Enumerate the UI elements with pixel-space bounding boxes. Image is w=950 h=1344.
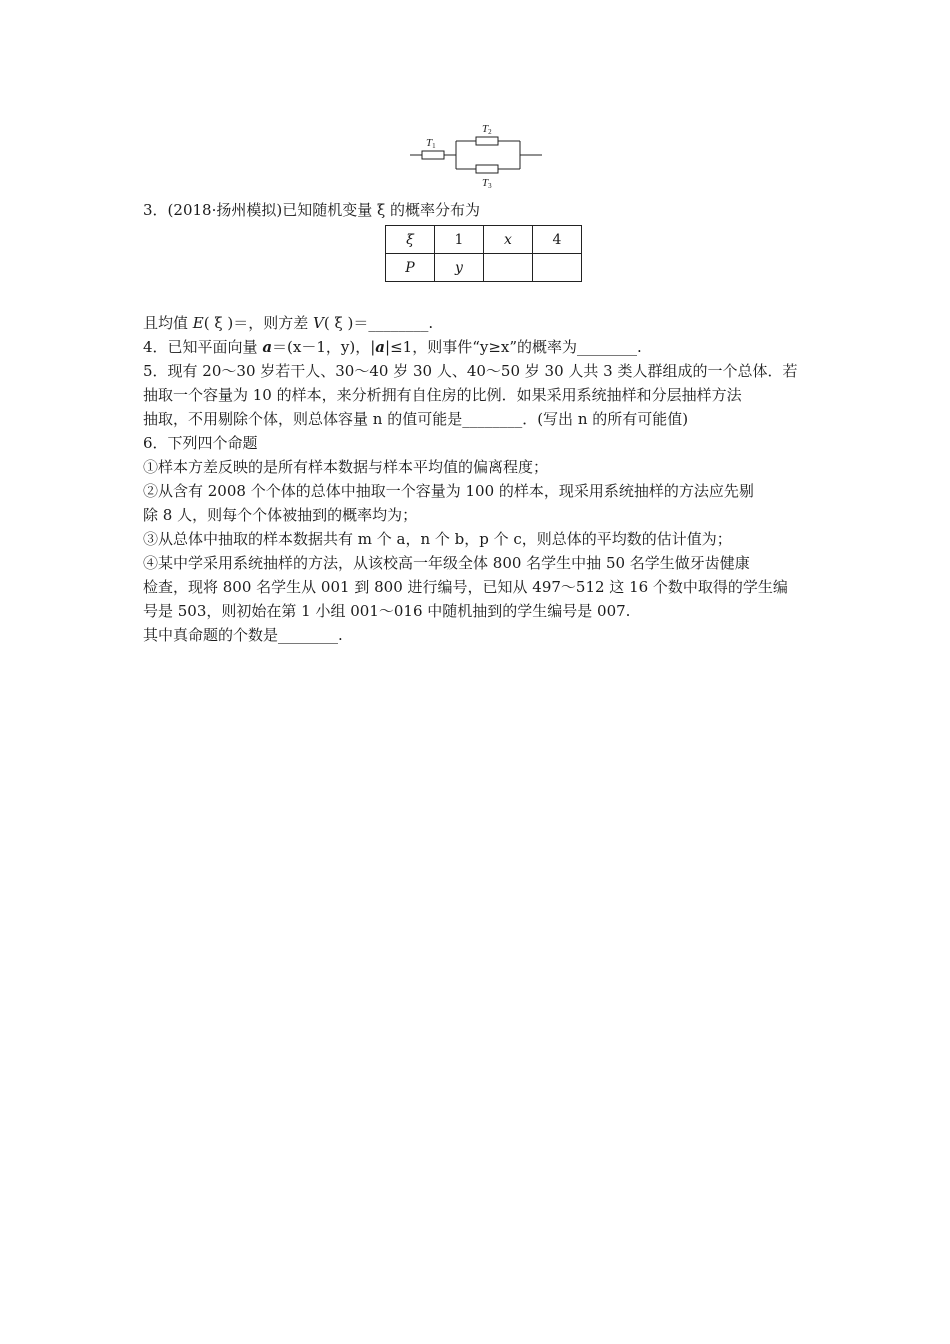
resistor-t2 <box>476 137 498 145</box>
table-cell: x <box>484 226 533 254</box>
q5-line: 5．现有 20～30 岁若干人、30～40 岁 30 人、40～50 岁 30 人共 3 类人群组成的一个总体．若 <box>143 362 798 380</box>
q4-stem <box>143 335 811 359</box>
q6-line: 其中真命题的个数是________. <box>143 626 343 644</box>
vector-symbol: a <box>262 338 273 356</box>
table-row <box>386 254 582 282</box>
label-t2: T2 <box>482 123 492 136</box>
label-t1: T1 <box>426 137 436 150</box>
q6-line: ①样本方差反映的是所有样本数据与样本平均值的偏离程度； <box>143 458 549 476</box>
q5-line: 抽取一个容量为 10 的样本，来分析拥有自住房的比例．如果采用系统抽样和分层抽样方法 <box>143 386 742 404</box>
table-cell: P <box>386 254 435 282</box>
question-body <box>143 198 811 647</box>
q6-line: 6．下列四个命题 <box>143 434 258 452</box>
q6-line: 号是 503，则初始在第 1 小组 001～016 中随机抽到的学生编号是 007. <box>143 602 631 620</box>
text-fragment: 4．已知平面向量 <box>143 338 263 356</box>
vector-symbol: a <box>375 338 386 356</box>
table-cell <box>484 254 533 282</box>
table-cell: 4 <box>533 226 582 254</box>
text-fragment: ＝(x－1，y)，| <box>272 338 376 356</box>
q6-line: ②从含有 2008 个个体的总体中抽取一个容量为 100 的样本，现采用系统抽样的方法应先剔 <box>143 482 754 500</box>
table-row <box>386 226 582 254</box>
spacer <box>143 282 811 311</box>
q5-line: 抽取，不用剔除个体，则总体容量 n 的值可能是________．(写出 n 的所有可能值) <box>143 410 689 428</box>
table-cell: ξ <box>386 226 435 254</box>
probability-distribution-table <box>385 225 582 282</box>
resistor-t1 <box>422 151 444 159</box>
resistor-t3 <box>476 165 498 173</box>
q6-line: ③从总体中抽取的样本数据共有 m 个 a，n 个 b，p 个 c，则总体的平均数的估计值为； <box>143 530 732 548</box>
label-t3: T3 <box>482 177 492 190</box>
table-cell: 1 <box>435 226 484 254</box>
q6-line: 除 8 人，则每个个体被抽到的概率均为； <box>143 506 418 524</box>
circuit-diagram <box>408 122 544 190</box>
math-symbol: V <box>313 314 324 332</box>
table-cell <box>533 254 582 282</box>
table-cell: y <box>435 254 484 282</box>
text-fragment: |≤1，则事件“y≥x”的概率为________. <box>385 338 642 356</box>
q3-stem: 3．(2018·扬州模拟)已知随机变量 ξ 的概率分布为 <box>143 201 480 219</box>
q6-line: ④某中学采用系统抽样的方法，从该校高一年级全体 800 名学生中抽 50 名学生做牙齿健康 <box>143 554 750 572</box>
text-fragment: ( ξ )＝，则方差 <box>203 314 314 332</box>
q3-mean-variance <box>143 311 811 335</box>
text-fragment: ( ξ )＝________. <box>323 314 434 332</box>
math-symbol: E <box>192 314 204 332</box>
text-fragment: 且均值 <box>143 314 193 332</box>
q6-line: 检查，现将 800 名学生从 001 到 800 进行编号，已知从 497～512 这 16 个数中取得的学生编 <box>143 578 788 596</box>
